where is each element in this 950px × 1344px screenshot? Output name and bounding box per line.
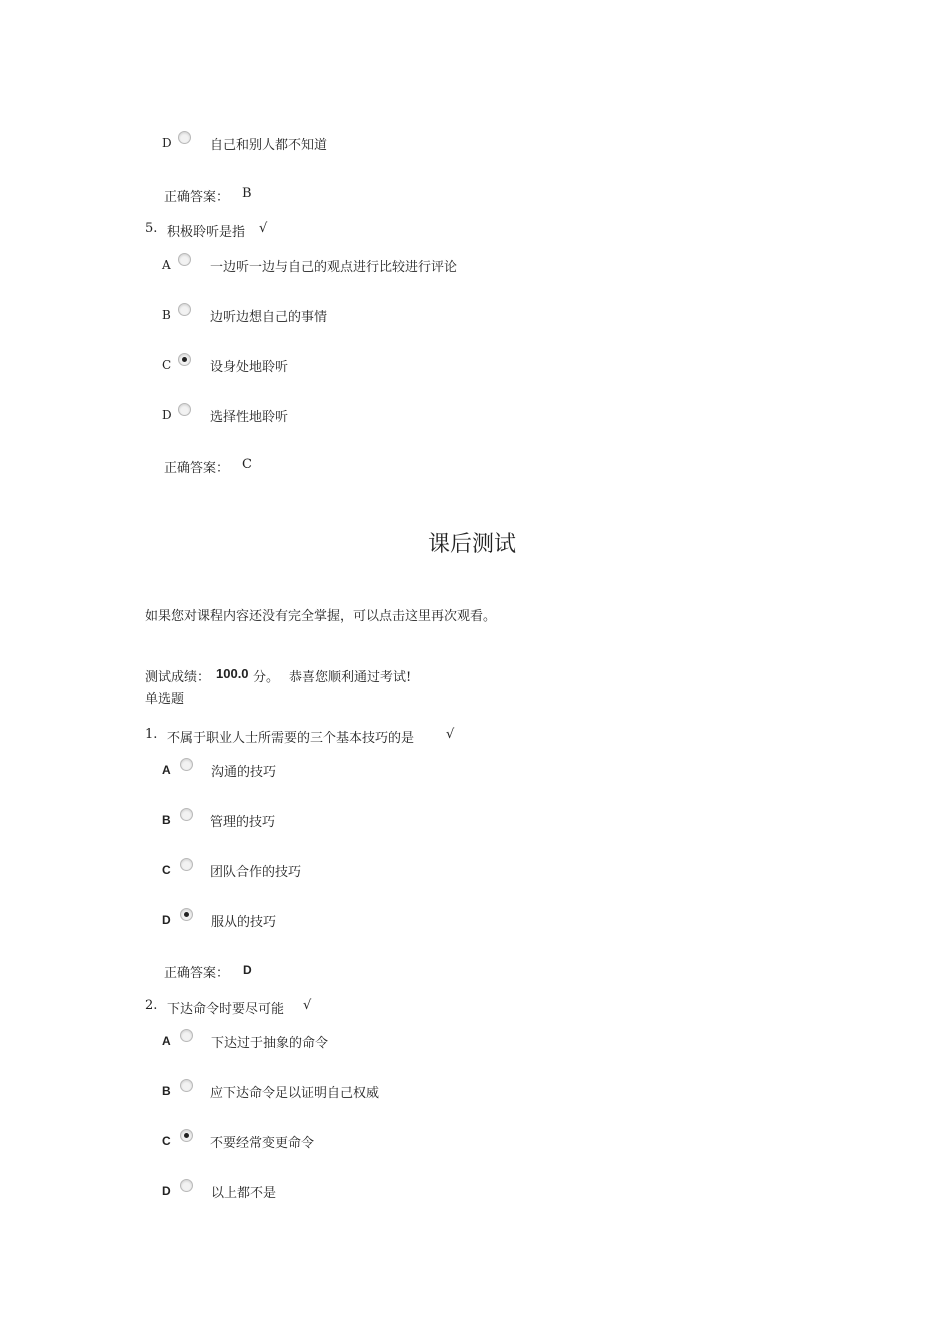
question-number: 2. [145, 998, 158, 1013]
option-letter: D [162, 913, 171, 927]
answer-label: 正确答案： [164, 966, 230, 981]
option-text: 选择性地聆听 [210, 410, 289, 425]
question-number: 1. [145, 727, 158, 742]
option-letter: A [162, 1034, 171, 1048]
option-letter: B [162, 813, 171, 827]
option-text: 管理的技巧 [210, 815, 276, 830]
option-letter: C [162, 358, 172, 372]
radio-button[interactable] [180, 1029, 193, 1042]
radio-button-selected[interactable] [180, 1129, 193, 1142]
option-letter: D [162, 408, 172, 422]
congrats-text: 恭喜您顺利通过考试! [289, 670, 412, 685]
option-text: 应下达命令足以证明自己权威 [210, 1086, 380, 1101]
answer-value: C [242, 457, 252, 472]
option-text: 不要经常变更命令 [210, 1136, 315, 1151]
radio-button[interactable] [180, 858, 193, 871]
radio-button[interactable] [180, 808, 193, 821]
option-text: 设身处地聆听 [210, 360, 289, 375]
option-text: 沟通的技巧 [211, 765, 277, 780]
radio-button[interactable] [180, 1179, 193, 1192]
radio-button[interactable] [180, 758, 193, 771]
review-link[interactable]: 如果您对课程内容还没有完全掌握，可以点击这里再次观看。 [145, 609, 497, 624]
option-letter: A [162, 258, 171, 272]
radio-button[interactable] [178, 303, 191, 316]
option-letter: C [162, 863, 171, 877]
radio-button[interactable] [180, 1079, 193, 1092]
option-text: 服从的技巧 [211, 915, 277, 930]
option-text: 边听边想自己的事情 [210, 310, 328, 325]
option-text: 一边听一边与自己的观点进行比较进行评论 [210, 260, 458, 275]
option-letter: B [162, 1084, 171, 1098]
question-number: 5. [145, 221, 158, 236]
answer-label: 正确答案： [164, 461, 230, 476]
answer-label: 正确答案： [164, 190, 230, 205]
radio-button[interactable] [178, 253, 191, 266]
option-letter: D [162, 1184, 171, 1198]
section-title: 课后测试 [428, 532, 517, 557]
answer-value: B [242, 186, 252, 201]
answer-value: D [243, 963, 252, 977]
option-letter: B [162, 308, 171, 322]
option-text: 自己和别人都不知道 [210, 138, 328, 153]
correct-mark: √ [259, 221, 268, 236]
score-label: 测试成绩： [145, 670, 211, 685]
question-text: 下达命令时要尽可能 [167, 1002, 285, 1017]
option-letter: C [162, 1134, 171, 1148]
option-letter: A [162, 763, 171, 777]
correct-mark: √ [303, 998, 312, 1013]
option-text: 下达过于抽象的命令 [211, 1036, 329, 1051]
radio-button-selected[interactable] [180, 908, 193, 921]
correct-mark: √ [446, 727, 455, 742]
option-text: 团队合作的技巧 [210, 865, 302, 880]
question-type-label: 单选题 [145, 692, 185, 707]
question-text: 积极聆听是指 [167, 225, 246, 240]
radio-button-selected[interactable] [178, 353, 191, 366]
option-letter: D [162, 136, 172, 150]
radio-button[interactable] [178, 131, 191, 144]
question-text: 不属于职业人士所需要的三个基本技巧的是 [167, 731, 415, 746]
radio-button[interactable] [178, 403, 191, 416]
option-text: 以上都不是 [211, 1186, 277, 1201]
score-unit: 分。 [253, 670, 280, 685]
score-value: 100.0 [216, 666, 249, 681]
